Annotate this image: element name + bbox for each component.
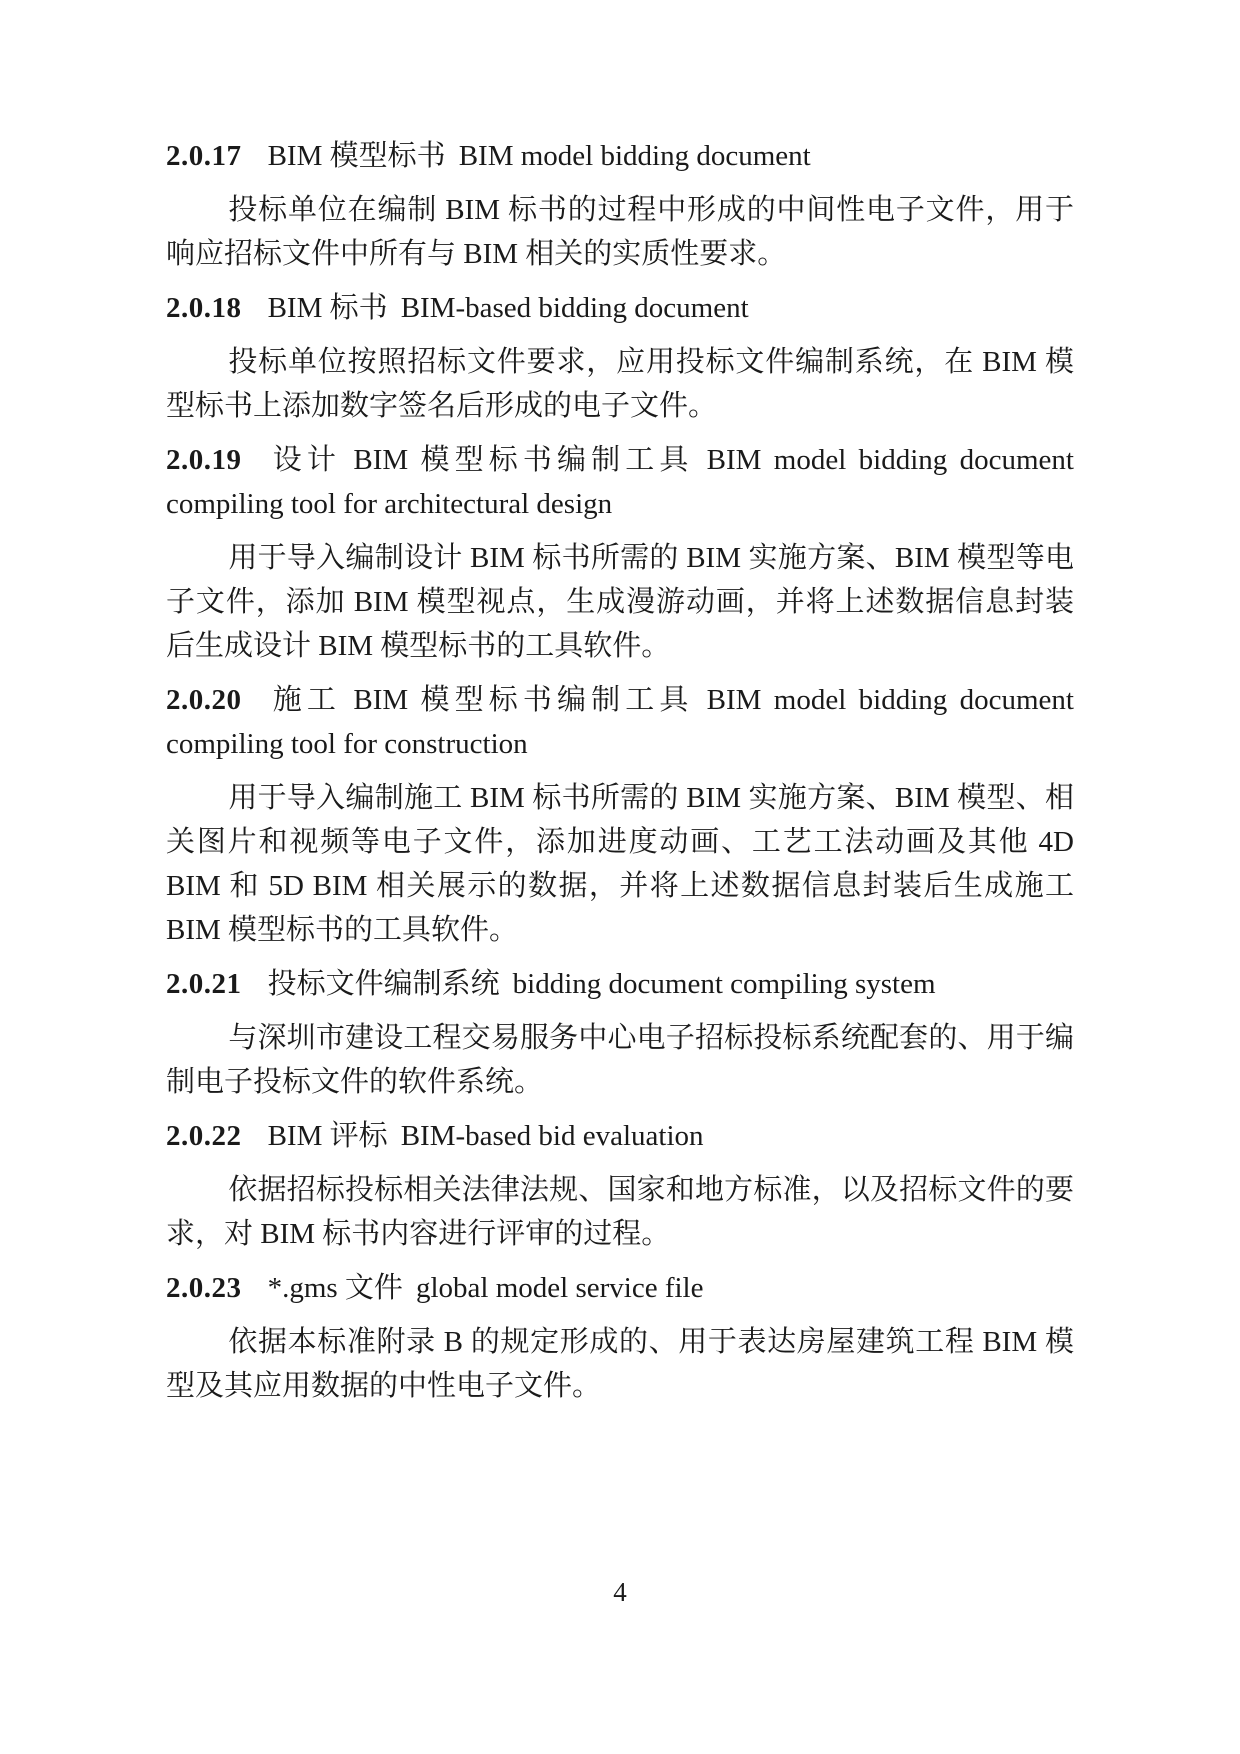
term-english: BIM-based bidding document	[400, 292, 749, 324]
term-chinese: BIM 标书	[267, 292, 388, 324]
term-definition-2-0-17: 投标单位在编制 BIM 标书的过程中形成的中间性电子文件，用于响应招标文件中所有与 BIM 相关的实质性要求。	[166, 194, 1074, 270]
term-english: BIM model bidding document	[458, 140, 811, 172]
term-english: BIM model bidding document compiling tool for architectural design	[166, 444, 1074, 520]
term-heading-2-0-21	[166, 962, 1074, 1006]
term-chinese: *.gms 文件	[267, 1272, 403, 1304]
term-heading-2-0-20	[166, 678, 1074, 766]
term-definition-2-0-19: 用于导入编制设计 BIM 标书所需的 BIM 实施方案、BIM 模型等电子文件，添加 BIM 模型视点，生成漫游动画，并将上述数据信息封装后生成设计 BIM 模型标书的工具软件。	[166, 542, 1074, 662]
term-chinese: BIM 评标	[267, 1120, 388, 1152]
term-heading-2-0-18	[166, 286, 1074, 330]
term-english: BIM model bidding document compiling tool for construction	[166, 684, 1074, 760]
term-english: global model service file	[415, 1272, 704, 1304]
term-heading-2-0-17	[166, 134, 1074, 178]
term-number: 2.0.22	[166, 1120, 242, 1152]
term-number: 2.0.18	[166, 292, 242, 324]
term-number: 2.0.21	[166, 968, 242, 1000]
page-number: 4	[613, 1577, 627, 1607]
term-chinese: 施工 BIM 模型标书编制工具	[267, 684, 694, 716]
term-english: bidding document compiling system	[512, 968, 936, 1000]
term-definition-2-0-20: 用于导入编制施工 BIM 标书所需的 BIM 实施方案、BIM 模型、相关图片和视频等电子文件，添加进度动画、工艺工法动画及其他 4D BIM 和 5D BIM 相关展示的数据，并将上述数据信息封装后生成施工 BIM 模型标书的工具软件。	[166, 782, 1074, 946]
term-heading-2-0-22	[166, 1114, 1074, 1158]
term-number: 2.0.17	[166, 140, 242, 172]
term-definition-2-0-18: 投标单位按照招标文件要求，应用投标文件编制系统，在 BIM 模型标书上添加数字签名后形成的电子文件。	[166, 346, 1074, 422]
term-chinese: BIM 模型标书	[267, 140, 446, 172]
term-chinese: 投标文件编制系统	[267, 968, 500, 1000]
term-number: 2.0.20	[166, 684, 242, 716]
term-chinese: 设计 BIM 模型标书编制工具	[267, 444, 694, 476]
term-heading-2-0-23	[166, 1266, 1074, 1310]
term-english: BIM-based bid evaluation	[400, 1120, 704, 1152]
term-number: 2.0.19	[166, 444, 242, 476]
term-definition-2-0-23: 依据本标准附录 B 的规定形成的、用于表达房屋建筑工程 BIM 模型及其应用数据的中性电子文件。	[166, 1326, 1074, 1402]
term-definition-2-0-22: 依据招标投标相关法律法规、国家和地方标准，以及招标文件的要求，对 BIM 标书内容进行评审的过程。	[166, 1174, 1074, 1250]
term-heading-2-0-19	[166, 438, 1074, 526]
term-definition-2-0-21: 与深圳市建设工程交易服务中心电子招标投标系统配套的、用于编制电子投标文件的软件系统。	[166, 1022, 1074, 1098]
page-content	[166, 134, 1074, 1418]
term-number: 2.0.23	[166, 1272, 242, 1304]
